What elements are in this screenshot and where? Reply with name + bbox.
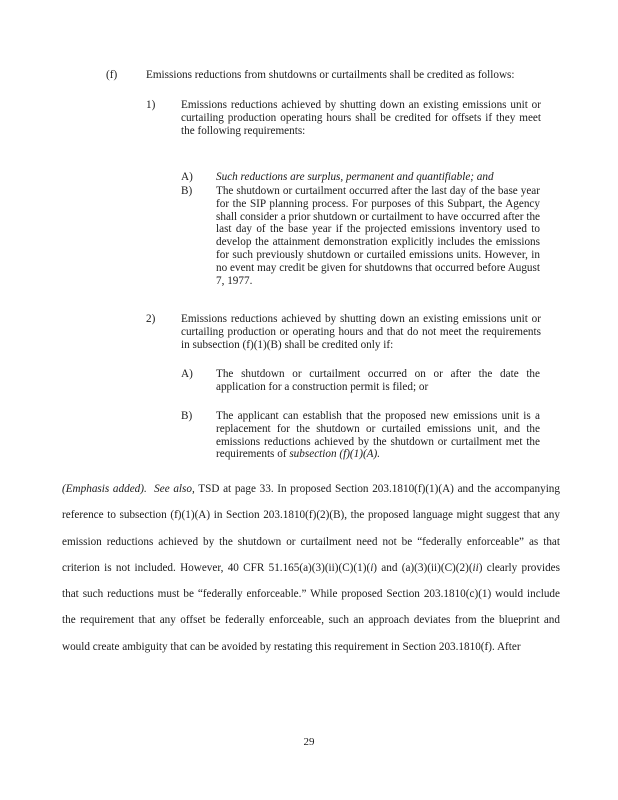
item-1b-text: The shutdown or curtailment occurred after the last day of the base year for the SIP planning process. For purposes of this Subpart, the Agency shall consider a prior shutdown or curtailment to have occurred after the last day of the base year if the projected emissions inventory used to develop the attainment demonstration explicitly includes the emissions for such previously shutdown or curtailed emissions units. However, in no event may credit be given for shutdowns that occurred before August 7, 1977. — [216, 185, 540, 287]
body-paragraph — [62, 476, 560, 660]
section-f-marker: (f) — [106, 69, 118, 81]
item-2-text: Emissions reductions achieved by shutting down an existing emissions unit or curtailing production or operating hours and that do not meet the requirements in subsection (f)(1)(B) shall be credited only if: — [181, 313, 541, 351]
item-2a-text: The shutdown or curtailment occurred on or after the date the application for a construction permit is filed; or — [216, 368, 540, 393]
paragraph-part-2: ) and (a)(3)(ii)(C)(2)( — [373, 561, 473, 574]
item-2a-marker: A) — [181, 368, 193, 380]
item-1b-marker: B) — [181, 185, 193, 197]
page-number: 29 — [303, 736, 315, 748]
item-1-text: Emissions reductions achieved by shutting down an existing emissions unit or curtailing production operating hours shall be credited for offsets if they meet the following requirements: — [181, 99, 541, 137]
item-2b-main: The applicant can establish that the proposed new emissions unit is a replacement for the shutdown or curtailed emissions unit, and the emissions reductions achieved by the shutdown or curtailment met the requirements of — [216, 410, 540, 461]
item-1a-text: Such reductions are surplus, permanent and quantifiable; and — [216, 171, 494, 183]
item-2b-text — [216, 410, 540, 461]
item-2-marker: 2) — [146, 313, 156, 325]
paragraph-part-1: TSD at page 33. In proposed Section 203.1810(f)(1)(A) and the accompanying reference to subsection (f)(1)(A) in Section 203.1810(f)(2)(B), the proposed language might suggest that any emission reductions achieved by the shutdown or curtailment need not be “federally enforceable” as that criterion is not included. However, 40 CFR 51.165(a)(3)(ii)(C)(1)( — [62, 483, 560, 574]
item-1-marker: 1) — [146, 99, 156, 111]
section-f-text: Emissions reductions from shutdowns or curtailments shall be credited as follows: — [146, 69, 515, 81]
paragraph-part-3: ) clearly provides that such reductions must be “federally enforceable.” While proposed Section 203.1810(c)(1) would include the requirement that any offset be federally enforceable, such an approach deviates from the blueprint and would create ambiguity that can be avoided by restating this requirement in Section 203.1810(f). After — [62, 561, 561, 653]
item-1a-marker: A) — [181, 171, 193, 183]
see-also: See also, — [154, 483, 195, 495]
item-2b-marker: B) — [181, 410, 193, 422]
item-2b-emphasis: subsection (f)(1)(A). — [289, 448, 381, 461]
roman-ii: ii — [472, 561, 479, 574]
emphasis-added: (Emphasis added). — [62, 483, 147, 495]
roman-i: i — [370, 561, 374, 574]
